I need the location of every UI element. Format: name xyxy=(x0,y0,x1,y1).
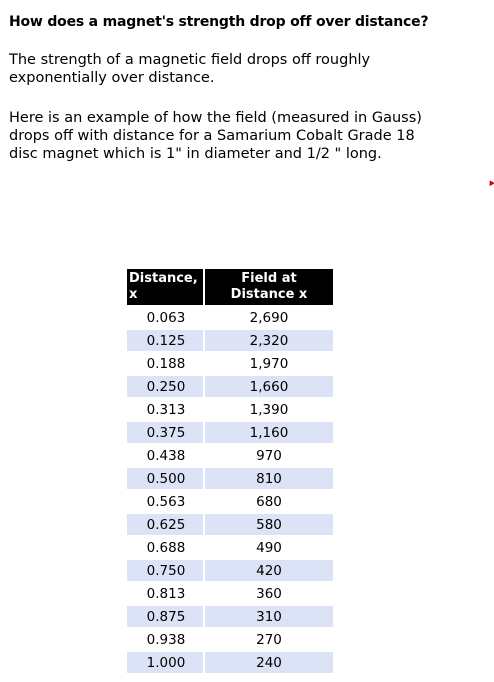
field-cell: 810 xyxy=(205,468,333,489)
distance-cell: 0.813 xyxy=(127,583,205,604)
field-column-header xyxy=(205,269,333,305)
distance-cell: 0.563 xyxy=(127,491,205,512)
field-cell: 1,660 xyxy=(205,376,333,397)
distance-cell: 0.875 xyxy=(127,606,205,627)
table-row xyxy=(127,514,333,535)
page-heading: How does a magnet's strength drop off over distance? xyxy=(9,14,429,30)
distance-cell: 0.063 xyxy=(127,307,205,328)
table-row xyxy=(127,353,333,374)
field-cell: 420 xyxy=(205,560,333,581)
field-cell: 360 xyxy=(256,585,282,602)
table-row xyxy=(127,399,333,420)
table-row xyxy=(127,652,333,673)
field-header-label: Field at Distance x xyxy=(230,271,308,302)
field-cell: 2,690 xyxy=(249,309,289,326)
intro-paragraph: The strength of a magnetic field drops off roughly exponentially over distance. xyxy=(9,52,371,86)
distance-column-header xyxy=(127,269,205,305)
field-cell: 1,390 xyxy=(249,401,289,418)
field-cell: 310 xyxy=(205,606,333,627)
field-cell: 970 xyxy=(256,447,282,464)
distance-cell: 0.125 xyxy=(127,330,205,351)
field-cell: 1,970 xyxy=(249,355,289,372)
example-paragraph: Here is an example of how the field (measured in Gauss) drops off with distance for a Samarium Cobalt Grade 18 disc magnet which is 1" in diameter and 1/2 " long. xyxy=(9,110,422,162)
field-cell: 270 xyxy=(256,631,282,648)
red-arrow-icon xyxy=(487,179,494,186)
distance-cell: 1.000 xyxy=(127,652,205,673)
distance-cell: 0.500 xyxy=(127,468,205,489)
field-cell: 240 xyxy=(205,652,333,673)
distance-cell: 0.438 xyxy=(127,445,205,466)
field-cell: 1,160 xyxy=(205,422,333,443)
distance-cell: 0.750 xyxy=(127,560,205,581)
table-header-row xyxy=(127,269,333,305)
field-cell: 490 xyxy=(256,539,282,556)
table-row xyxy=(127,307,333,328)
table-row xyxy=(127,583,333,604)
table-row xyxy=(127,606,333,627)
distance-cell: 0.375 xyxy=(127,422,205,443)
distance-cell: 0.250 xyxy=(127,376,205,397)
field-distance-table xyxy=(127,267,333,675)
distance-cell: 0.625 xyxy=(127,514,205,535)
distance-cell: 0.688 xyxy=(127,537,205,558)
table-row xyxy=(127,376,333,397)
field-cell: 580 xyxy=(205,514,333,535)
distance-cell: 0.188 xyxy=(127,353,205,374)
table-row xyxy=(127,445,333,466)
table-row xyxy=(127,422,333,443)
table-row xyxy=(127,330,333,351)
field-cell: 680 xyxy=(256,493,282,510)
table-row xyxy=(127,560,333,581)
table-row xyxy=(127,468,333,489)
distance-cell: 0.938 xyxy=(127,629,205,650)
table-row xyxy=(127,537,333,558)
table-row xyxy=(127,629,333,650)
distance-header-label: Distance, x xyxy=(129,271,198,302)
distance-cell: 0.313 xyxy=(127,399,205,420)
field-cell: 2,320 xyxy=(205,330,333,351)
table-row xyxy=(127,491,333,512)
table-body xyxy=(127,307,333,673)
